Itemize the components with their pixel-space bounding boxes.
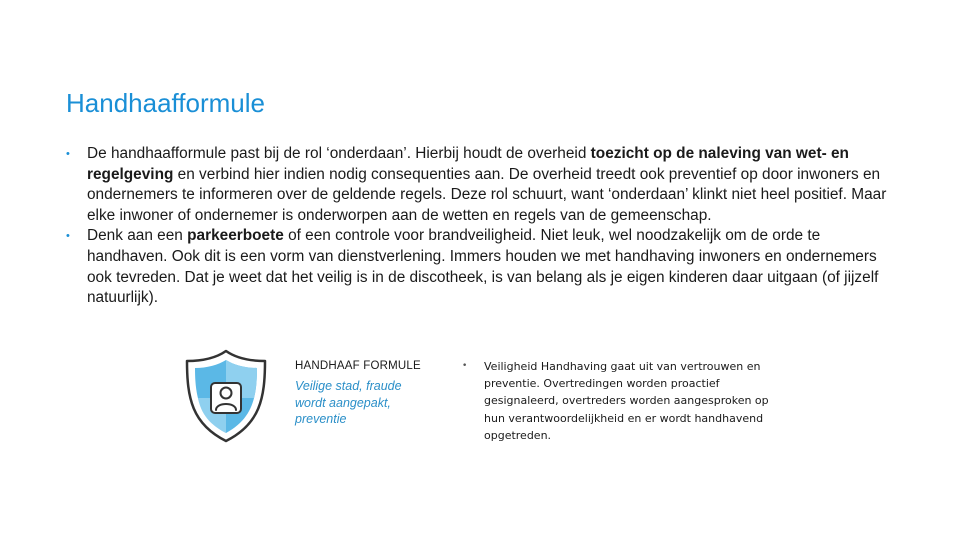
side-note-text: Veiligheid Handhaving gaat uit van vertrouwen en preventie. Overtredingen worden proactief gesignaleerd, overtreders worden aangesproken op hun verantwoordelijkheid en er wordt handhavend opgetreden. (484, 360, 769, 442)
bullet-text-segment: en verbind hier indien nodig consequenties aan. De overheid treedt ook preventief op door inwoners en ondernemers te informeren over de geldende regels. Deze rol schuurt, want ‘onderdaan’ klinkt niet heel positief. Maar elke inwoner of ondernemer is onderworpen aan de wetten en regels van de gemeenschap. (87, 165, 887, 224)
bullet-item (66, 144, 896, 226)
bullet-item (66, 226, 896, 308)
side-note-bullet: • (462, 361, 468, 371)
slide-title: Handhaafformule (66, 88, 265, 118)
shield-user-icon (180, 348, 272, 444)
bullet-text-segment: De handhaafformule past bij de rol ‘onderdaan’. Hierbij houdt de overheid (87, 145, 591, 162)
bullet-text-bold: parkeerboete (187, 227, 284, 245)
bullet-marker: • (66, 230, 70, 243)
bullet-list (66, 144, 896, 309)
bullet-text-segment: of een controle voor brandveiligheid. Niet leuk, wel noodzakelijk om de orde te handhaven. Ook dit is een vorm van dienstverlening. Immers houden we met handhaving inwoners en ondernemers ook tevreden. Dat je weet dat het veilig is in de discotheek, is van belang als je eigen kinderen daar uitgaan (of jijzelf natuurlijk). (87, 227, 879, 307)
card-subtitle: Veilige stad, fraude wordt aangepakt, preventie (295, 379, 402, 426)
bullet-text-bold: toezicht op de naleving van wet- en regelgeving (87, 145, 849, 183)
bullet-text-segment: Denk aan een (87, 227, 188, 245)
card-title: HANDHAAF FORMULE (295, 360, 421, 372)
bullet-marker: • (66, 148, 70, 160)
